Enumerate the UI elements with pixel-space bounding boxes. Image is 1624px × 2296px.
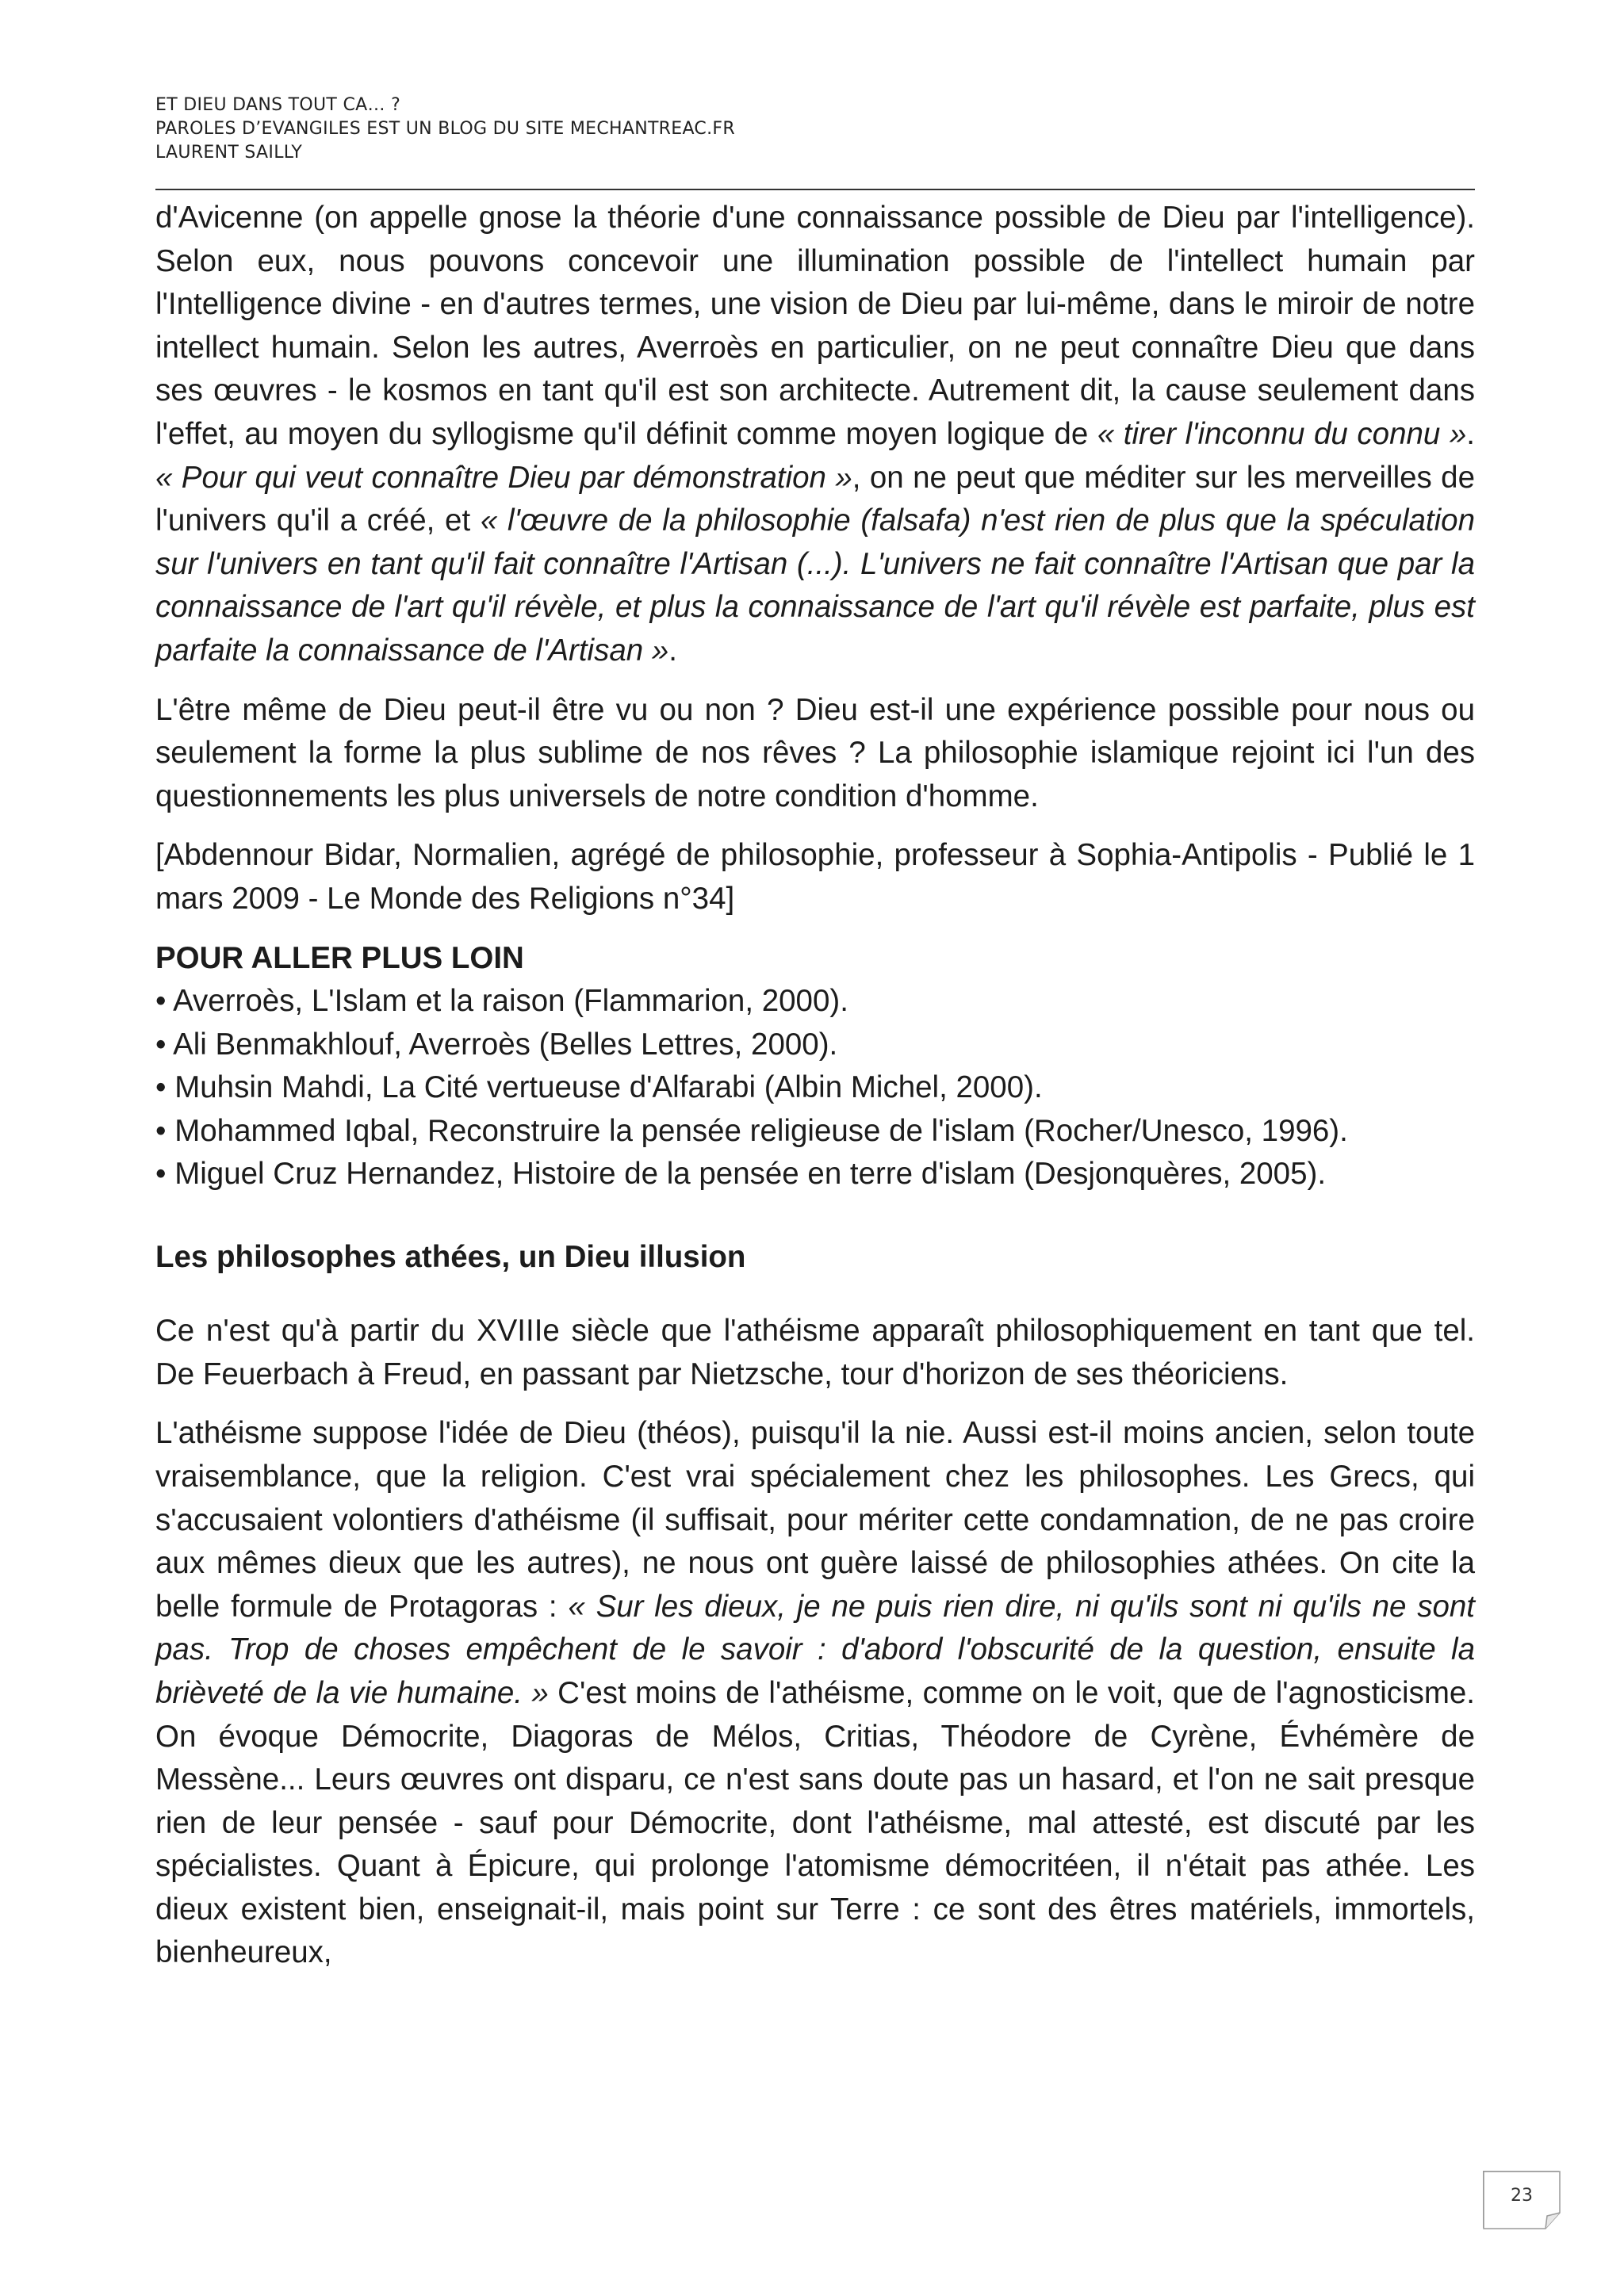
header-title: ET DIEU DANS TOUT CA… ? — [155, 95, 401, 115]
list-item-text: Averroès, L'Islam et la raison (Flammarion, 2000). — [173, 984, 848, 1019]
further-reading-list — [155, 980, 1475, 1196]
text-run: d'Avicenne (on appelle gnose la théorie d'une connaissance possible de Dieu par l'intelligence). Selon eux, nous pouvons concevoir une illumination possible de l'intellect humain par l'Intelligence divine - en d'autres termes, une vision de Dieu par lui-même, dans le miroir de notre intellect humain. Selon les autres, Averroès en particulier, on ne peut connaître Dieu que dans ses œuvres - le kosmos en tant qu'il est son architecte. Autrement dit, la cause seulement dans l'effet, au moyen du syllogisme qu'il définit comme moyen logique de — [155, 201, 1475, 451]
list-item-text: Ali Benmakhlouf, Averroès (Belles Lettres, 2000). — [173, 1027, 838, 1062]
bullet-icon: • — [155, 1157, 167, 1192]
quote-italic: « l'œuvre de la philosophie (falsafa) n'est rien de plus que la spéculation sur l'univers en tant qu'il fait connaître l'Artisan (...). L'univers ne fait connaître l'Artisan que par la connaissance de l'art qu'il révèle, et plus la connaissance de l'art qu'il révèle est parfaite, plus est parfaite la connaissance de l'Artisan » — [155, 503, 1476, 668]
list-item-text: Muhsin Mahdi, La Cité vertueuse d'Alfarabi (Albin Michel, 2000). — [174, 1070, 1043, 1105]
list-item — [155, 1024, 1475, 1067]
quote-italic: « tirer l'inconnu du connu » — [1097, 416, 1467, 451]
page-number-box — [1483, 2171, 1559, 2228]
bullet-icon: • — [155, 1113, 167, 1148]
quote-italic: « Sur les dieux, je ne puis rien dire, ni qu'ils sont ni qu'ils ne sont pas. Trop de choses empêchent de le savoir : d'abord l'obscurité de la question, ensuite la brièveté de la vie humaine. » — [155, 1589, 1475, 1710]
header-author: LAURENT SAILLY — [155, 143, 303, 163]
text-run: C'est moins de l'athéisme, comme on le voit, que de l'agnosticisme. On évoque Démocrite, Diagoras de Mélos, Critias, Théodore de Cyrène, Évhémère de Messène... Leurs œuvres ont disparu, ce n'est sans doute pas un hasard, et l'on ne sait presque rien de leur pensée - sauf pour Démocrite, dont l'athéisme, mal attesté, est discuté par les spécialistes. Quant à Épicure, qui prolonge l'atomisme démocritéen, il n'était pas athée. Les dieux existent bien, enseignait-il, mais point sur Terre : ce sont des êtres matériels, immortels, bienheureux, — [155, 1675, 1475, 1970]
list-item — [155, 980, 1475, 1024]
page-body — [155, 197, 1475, 1975]
list-item — [155, 1110, 1475, 1154]
list-item — [155, 1066, 1475, 1110]
list-item-text: Miguel Cruz Hernandez, Histoire de la pensée en terre d'islam (Desjonquères, 2005). — [174, 1157, 1327, 1192]
list-item — [155, 1153, 1475, 1196]
paragraph-citation: [Abdennour Bidar, Normalien, agrégé de philosophie, professeur à Sophia-Antipolis - Publié le 1 mars 2009 - Le Monde des Religions n°34] — [155, 838, 1475, 916]
paragraph-intro: Ce n'est qu'à partir du XVIIIe siècle que l'athéisme apparaît philosophiquement en tant que tel. De Feuerbach à Freud, en passant par Nietzsche, tour d'horizon de ses théoriciens. — [155, 1314, 1475, 1391]
bullet-icon: • — [155, 1027, 167, 1062]
running-header — [155, 94, 1475, 165]
paragraph-avicenne — [155, 197, 1475, 673]
section-heading: Les philosophes athées, un Dieu illusion — [155, 1240, 746, 1275]
paragraph-question: L'être même de Dieu peut-il être vu ou non ? Dieu est-il une expérience possible pour nous ou seulement la forme la plus sublime de nos rêves ? La philosophie islamique rejoint ici l'un des questionnements les plus universels de notre condition d'homme. — [155, 692, 1475, 813]
text-run: L'athéisme suppose l'idée de Dieu (théos), puisqu'il la nie. Aussi est-il moins ancien, selon toute vraisemblance, que la religion. C'est vrai spécialement chez les philosophes. Les Grecs, qui s'accusaient volontiers d'athéisme (il suffisait, pour mériter cette condamnation, de ne pas croire aux mêmes dieux que les autres), ne nous ont guère laissé de philosophies athées. On cite la belle formule de Protagoras : — [155, 1416, 1475, 1624]
bullet-icon: • — [155, 1070, 167, 1105]
list-item-text: Mohammed Iqbal, Reconstruire la pensée religieuse de l'islam (Rocher/Unesco, 1996). — [174, 1113, 1348, 1148]
further-reading-heading: POUR ALLER PLUS LOIN — [155, 940, 524, 975]
text-run: . — [668, 633, 677, 668]
header-divider — [155, 189, 1475, 190]
bullet-icon: • — [155, 984, 167, 1019]
paragraph-atheism — [155, 1412, 1475, 1975]
text-run: . — [1466, 416, 1475, 451]
header-subtitle: PAROLES D’EVANGILES EST UN BLOG DU SITE MECHANTREAC.FR — [155, 119, 735, 139]
quote-italic: « Pour qui veut connaître Dieu par démonstration » — [155, 460, 852, 495]
text-run: , on ne peut que méditer sur les merveilles de l'univers qu'il a créé, et — [155, 460, 1476, 538]
page-number: 23 — [1511, 2186, 1533, 2206]
